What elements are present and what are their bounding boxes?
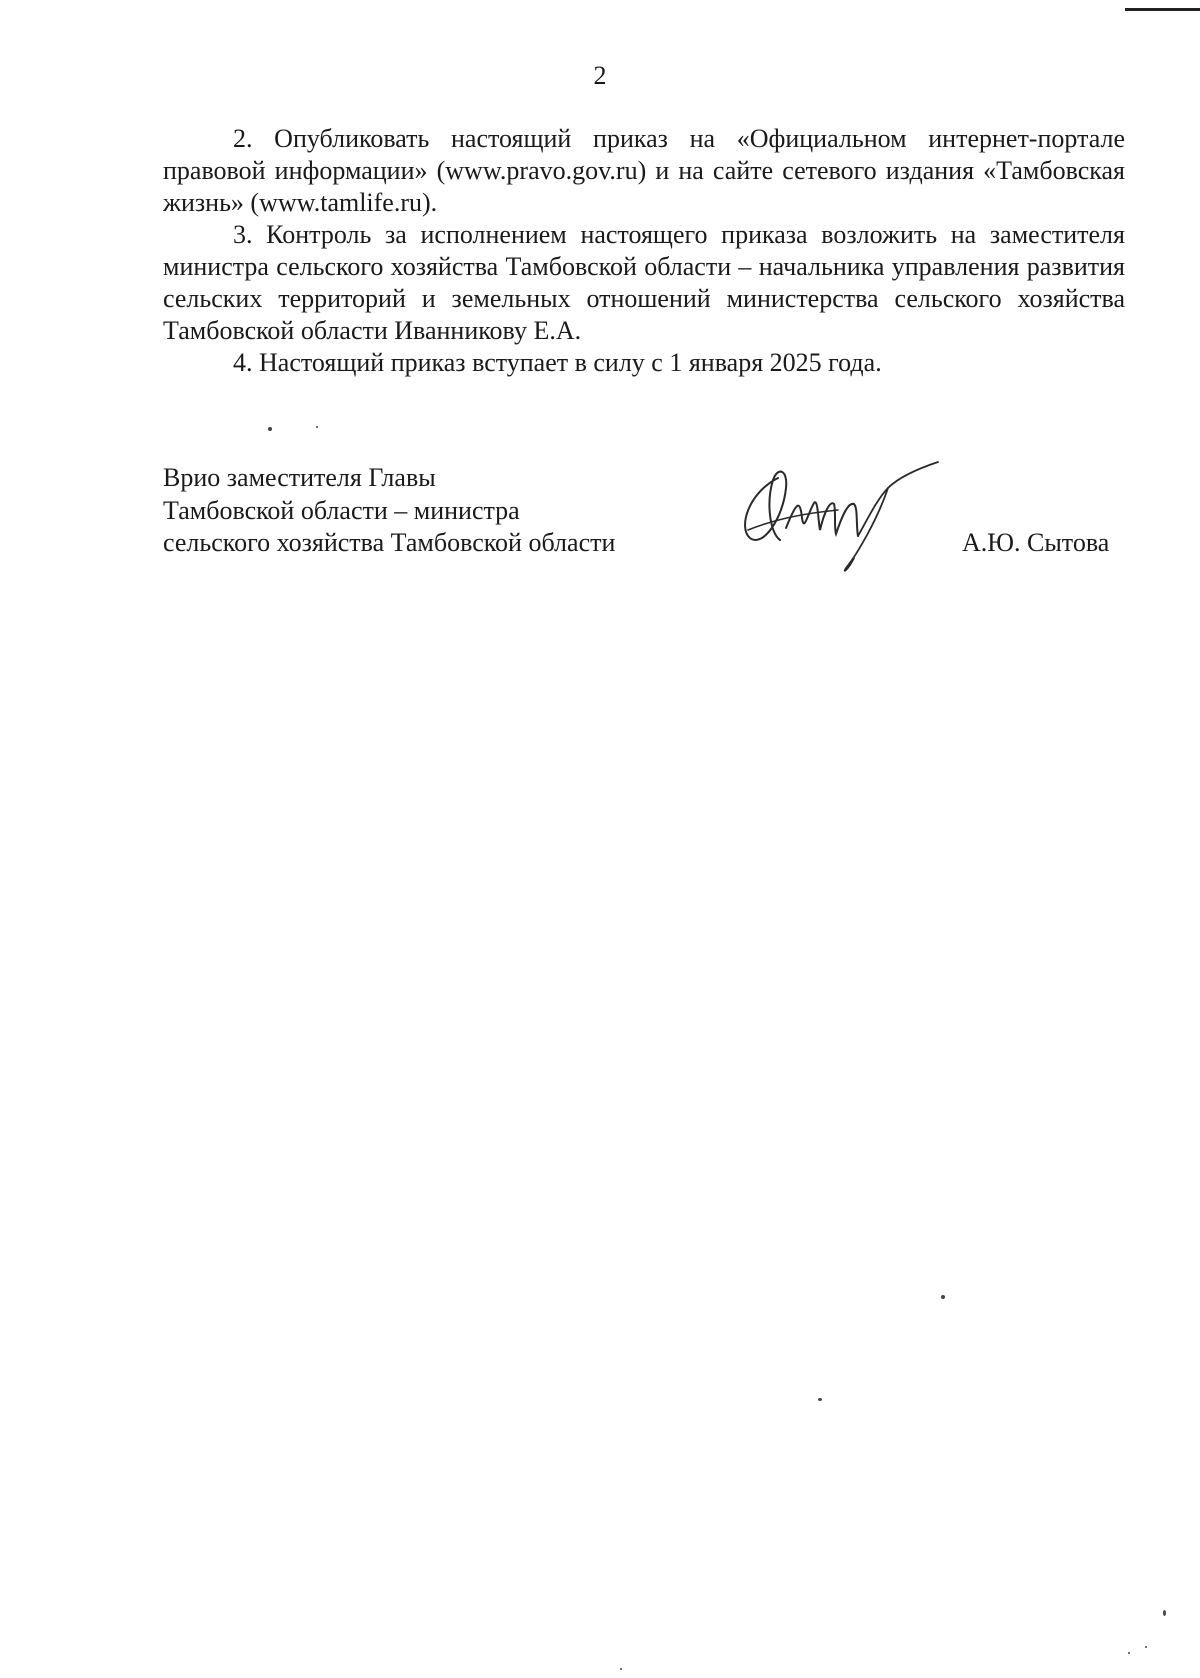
scan-speck bbox=[268, 427, 272, 431]
position-line: Врио заместителя Главы bbox=[163, 463, 436, 492]
scan-speck bbox=[620, 1668, 622, 1670]
paragraph-control: 3. Контроль за исполнением настоящего приказа возложить на заместителя министра сельского хозяйства Тамбовской области – начальника управления развития сельских территорий и земельных отношений министерства сельского хозяйства Тамбовской области Иванникову Е.А. bbox=[163, 220, 1125, 345]
scan-speck bbox=[1163, 1610, 1166, 1616]
scan-speck bbox=[316, 426, 318, 428]
scan-speck bbox=[1145, 1646, 1147, 1648]
position-line: Тамбовской области – министра bbox=[163, 495, 520, 525]
page-number: 2 bbox=[593, 61, 607, 90]
scan-speck bbox=[1128, 1652, 1130, 1654]
scan-speck bbox=[941, 1295, 945, 1299]
position-line: сельского хозяйства Тамбовской области bbox=[163, 528, 616, 557]
paragraph-effective-date: 4. Настоящий приказ вступает в силу с 1 января 2025 года. bbox=[233, 348, 882, 377]
handwritten-signature bbox=[738, 458, 948, 578]
scan-speck bbox=[818, 1398, 822, 1401]
scan-edge-mark bbox=[1125, 8, 1200, 11]
signatory-position bbox=[163, 462, 723, 560]
signer-name: А.Ю. Сытова bbox=[962, 528, 1110, 557]
paragraph-publish: 2. Опубликовать настоящий приказ на «Официальном интернет-портале правовой информации» (www.pravo.gov.ru) и на сайте сетевого издания «Тамбовская жизнь» (www.tamlife.ru). bbox=[163, 124, 1125, 217]
document-body bbox=[163, 123, 1125, 379]
